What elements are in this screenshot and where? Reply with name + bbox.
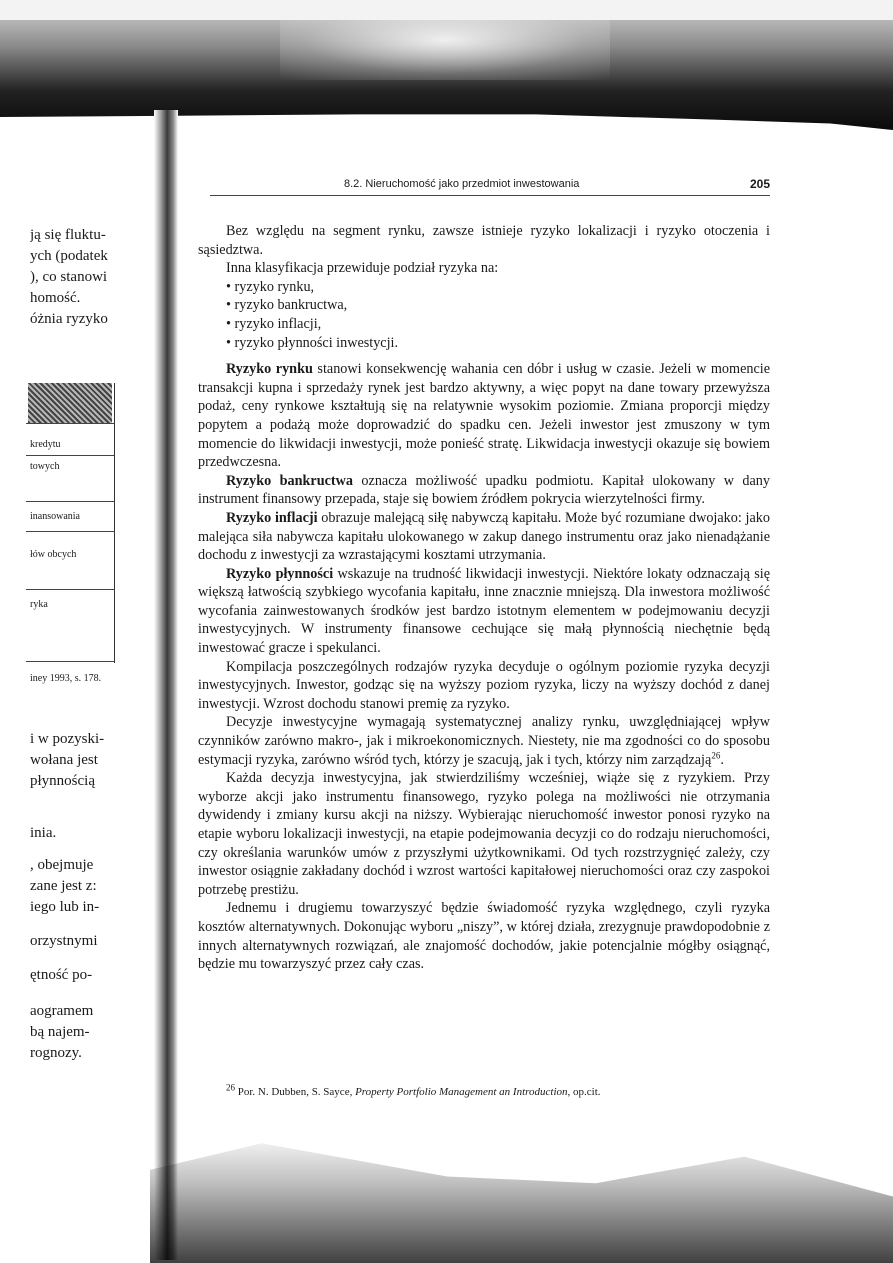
table-rule: [26, 661, 114, 662]
table-source: iney 1993, s. 178.: [30, 673, 102, 684]
left-line: iego lub in-: [30, 899, 100, 915]
list-item: • ryzyko bankructwa,: [226, 296, 770, 315]
footnote: [226, 1082, 786, 1098]
term: Ryzyko rynku: [226, 361, 313, 378]
paragraph-end: .: [720, 751, 724, 768]
table-header-image: [28, 383, 112, 423]
term: Ryzyko bankructwa: [226, 472, 353, 489]
left-line: ), co stanowi: [30, 269, 108, 285]
book-gutter-shadow: [154, 110, 178, 1260]
table-cell: kredytu: [30, 439, 61, 450]
left-line: aogramem: [30, 1003, 94, 1019]
footnote-text: Por. N. Dubben, S. Sayce,: [235, 1086, 356, 1098]
paragraph: Każda decyzja inwestycyjna, jak stwierdziliśmy wcześniej, wiąże się z ryzykiem. Przy wyborze akcji jako instrumentu finansowego, ryzyko polega na możliwości nie otrzymania dywidendy i zmiany kursu akcji na niższy. Wybierając nieruchomość inwestor ponosi ryzyko na etapie wyboru lokalizacji inwestycji, na etapie podejmowania decyzji co do rodzaju nieruchomości, czy określania warunków umów z przyszłymi użytkownikami. Od tych rozstrzygnięć zależy, czy inwestor osiągnie zakładany dochód i wzrost wartości kapitałowej nieruchomości oraz czy zaspokoi potrzebę prestiżu.: [198, 770, 770, 898]
table-cell: inansowania: [30, 511, 80, 522]
page-header: [210, 178, 770, 196]
left-line: ych (podatek: [30, 248, 108, 264]
paragraph-text: stanowi konsekwencję wahania cen dóbr i usług w czasie. Jeżeli w momencie transakcji kupna i sprzedaży rynek jest bardzo aktywny, a więc popyt na dane towary przewyższa podaż, ceny rynkowe kształtują się na relatywnie wysokim poziomie. Zmiana proporcji między popytem a podażą może doprowadzić do spadku cen. Jeżeli inwestor jest zmuszony w tym momencie do likwidacji inwestycji, może ponieść stratę. Likwidacja inwestycji okazuje się bowiem przedwczesna.: [198, 361, 770, 471]
footnote-mark: 26: [226, 1082, 235, 1093]
table-rule: [26, 501, 114, 502]
table-cell: łów obcych: [30, 549, 77, 560]
table-cell: towych: [30, 461, 60, 472]
table-rule: [26, 455, 114, 456]
page-number: 205: [749, 177, 770, 191]
scan-top-shadow: [0, 0, 893, 130]
paragraph: Inna klasyfikacja przewiduje podział ryzyka na:: [226, 260, 499, 277]
term: Ryzyko inflacji: [226, 509, 318, 526]
paragraph-text: oznacza możliwość upadku podmiotu. Kapitał ulokowany w dany instrument finansowy przepada, staje się bowiem źródłem pokrycia wierzytelności firmy.: [198, 472, 770, 508]
left-line: inia.: [30, 825, 57, 841]
table-rule: [26, 423, 114, 424]
risk-list: [198, 278, 770, 352]
table-cell: ryka: [30, 599, 48, 610]
paragraph-bankruptcy-risk: [198, 472, 770, 509]
left-table-fragment: [26, 383, 115, 663]
paragraph-text: wskazuje na trudność likwidacji inwestycji. Niektóre lokaty odznaczają się większą łatwością szybkiego wycofania kapitału, inne znacznie mniejszą. Dla inwestora możliwość wycofania zainwestowanych środków jest bardzo istotnym elementem w podejmowaniu decyzji inwestycyjnych. W instrumenty finansowe cechujące się małą płynnością niechętnie będą inwestować gracze i spekulanci.: [198, 565, 771, 657]
header-rule: [210, 195, 770, 196]
paragraph-market-risk: [198, 360, 770, 472]
footnote-ref: 26: [711, 749, 721, 760]
list-item: • ryzyko inflacji,: [226, 315, 770, 334]
left-line: płynnością: [30, 773, 95, 789]
left-line: orzystnymi: [30, 933, 98, 949]
left-line: , obejmuje: [30, 857, 94, 873]
left-line: óżnia ryzyko: [30, 311, 108, 327]
list-item: • ryzyko rynku,: [226, 278, 770, 297]
paragraph-text: obrazuje malejącą siłę nabywczą kapitału. Może być rozumiane dwojako: jako malejąca siła nabywcza kapitału ulokowanego w zakup danego instrumentu oraz jako nienadążanie dochodu z inwestycji za wzrastającymi kosztami utrzymania.: [198, 509, 770, 564]
paragraph: Jednemu i drugiemu towarzyszyć będzie świadomość ryzyka względnego, czyli ryzyka kosztów alternatywnych. Dokonując wyboru „niszy”, w której działa, zrezygnuje prawdopodobnie z innych alternatywnych rozwiązań, ale znajomość dochodów, jakie potencjalnie mógłby osiągnąć, będzie mu towarzyszyć przez cały czas.: [198, 900, 770, 973]
list-item: • ryzyko płynności inwestycji.: [226, 334, 770, 353]
table-rule: [26, 589, 114, 590]
paragraph: Kompilacja poszczególnych rodzajów ryzyka decyduje o ogólnym poziomie ryzyka decyzji inwestycyjnych. Inwestor, godząc się na wyższy poziom ryzyka, liczy na wyższy dochód z danej inwestycji. Wzrost dochodu stanowi premię za ryzyko.: [198, 658, 770, 712]
left-page-fragment: [26, 225, 146, 1065]
left-line: ętność po-: [30, 967, 93, 983]
running-head: 8.2. Nieruchomość jako przedmiot inwestowania: [344, 178, 580, 190]
body-text: [198, 222, 770, 974]
left-line: wołana jest: [30, 752, 98, 768]
left-line: zane jest z:: [30, 878, 97, 894]
table-rule: [26, 531, 114, 532]
paragraph-with-footnote: [198, 713, 770, 769]
left-line: rognozy.: [30, 1045, 82, 1061]
term: Ryzyko płynności: [226, 565, 334, 582]
left-line: bą najem-: [30, 1024, 90, 1040]
footnote-end: , op.cit.: [567, 1086, 601, 1098]
footnote-title: Property Portfolio Management an Introduction: [355, 1086, 568, 1098]
paragraph: Bez względu na segment rynku, zawsze istnieje ryzyko lokalizacji i ryzyko otoczenia i sąsiedztwa.: [198, 223, 770, 258]
paragraph-liquidity-risk: [198, 565, 770, 658]
paragraph-text: Decyzje inwestycyjne wymagają systematycznej analizy rynku, uwzględniającej wpływ czynników zarówno makro-, jak i mikroekonomicznych. Niestety, nie ma zgodności co do sposobu estymacji ryzyka, zarówno wśród tych, którzy je szacują, jak i tych, którzy nim zarządzają: [198, 714, 770, 768]
paragraph-inflation-risk: [198, 509, 770, 565]
left-line: i w pozyski-: [30, 731, 105, 747]
left-line: homość.: [30, 290, 81, 306]
left-line: ją się fluktu-: [30, 227, 106, 243]
scan-bottom-shadow: [150, 1130, 893, 1263]
